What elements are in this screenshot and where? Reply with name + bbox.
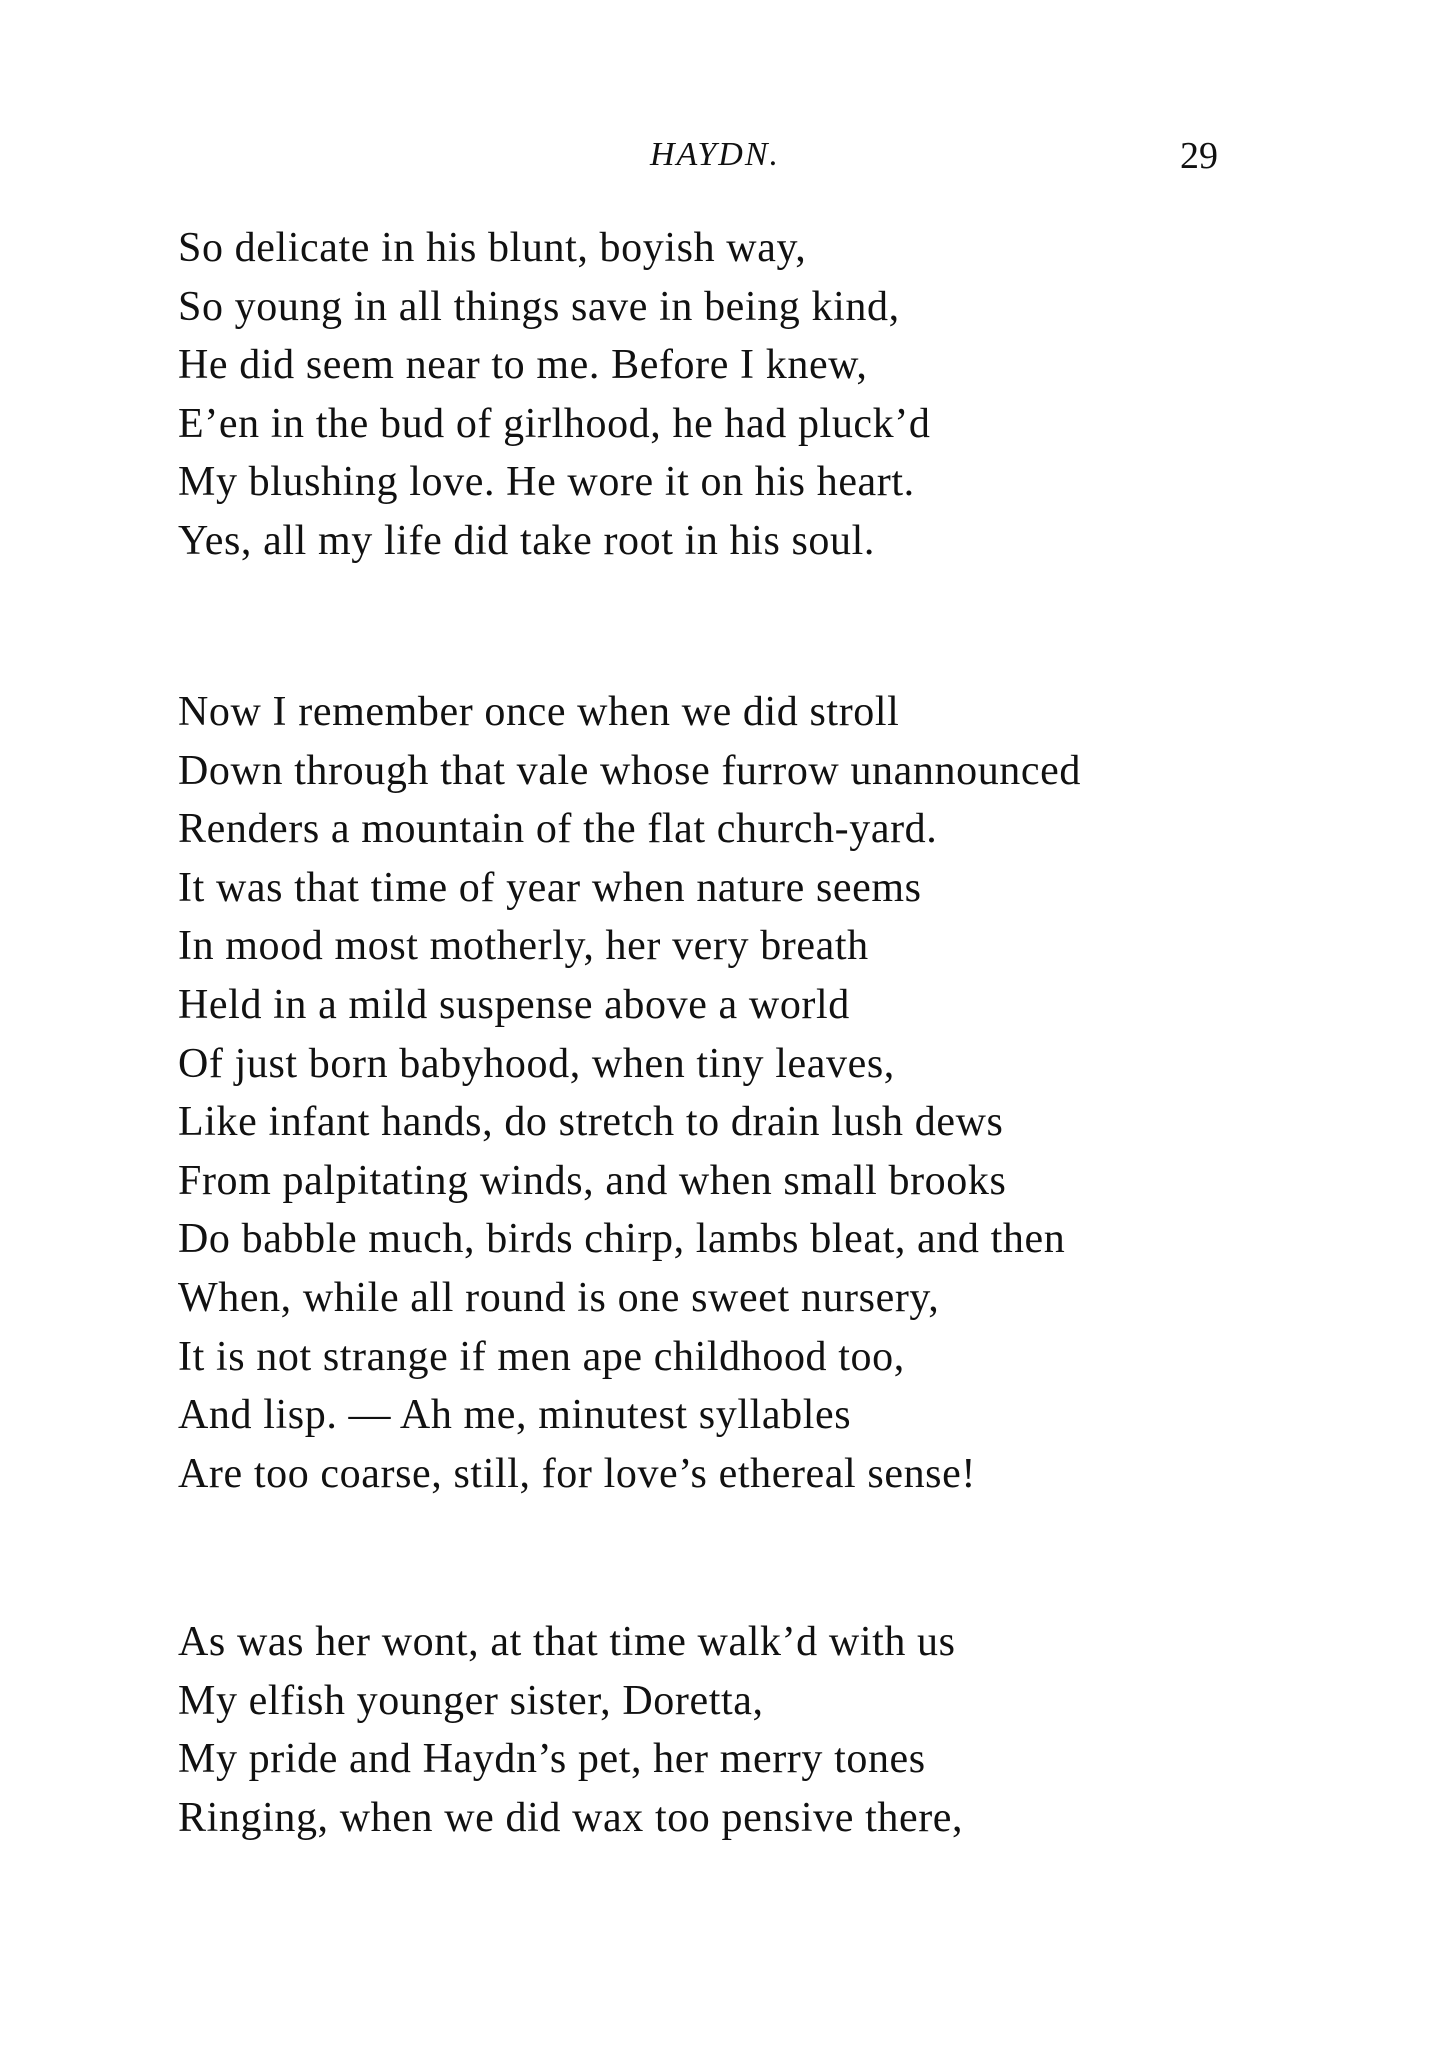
stanza-1 [178,219,1318,571]
page-number: 29 [1180,135,1218,177]
verse-line: So young in all things save in being kind, [178,283,900,330]
running-title: HAYDN. [649,136,781,173]
page-header [0,130,1445,180]
verse-line: My blushing love. He wore it on his heart. [178,459,915,506]
verse-line: From palpitating winds, and when small brooks [178,1157,1007,1204]
verse-line: When, while all round is one sweet nursery, [178,1274,940,1321]
verse-line: My elfish younger sister, Doretta, [178,1677,764,1724]
verse-line: In mood most motherly, her very breath [178,923,869,970]
verse-line: So delicate in his blunt, boyish way, [178,225,807,271]
verse-line: E’en in the bud of girlhood, he had pluck’d [178,400,931,447]
verse-line: Ringing, when we did wax too pensive there, [178,1794,964,1841]
verse-line: Now I remember once when we did stroll [178,689,900,735]
verse-line: Are too coarse, still, for love’s ethereal sense! [178,1450,976,1497]
stanza-3 [178,1613,1318,1847]
verse-line: Down through that vale whose furrow unannounced [178,747,1081,794]
verse-line: And lisp. — Ah me, minutest syllables [178,1392,852,1439]
verse-line: Of just born babyhood, when tiny leaves, [178,1040,895,1087]
verse-line: Renders a mountain of the flat church-yard. [178,806,938,853]
stanza-2 [178,683,1318,1503]
verse-line: Held in a mild suspense above a world [178,981,850,1028]
verse-line: Like infant hands, do stretch to drain lush dews [178,1099,1004,1146]
verse-line: It was that time of year when nature seems [178,864,922,911]
verse-line: My pride and Haydn’s pet, her merry tones [178,1736,926,1783]
verse-line: Yes, all my life did take root in his soul. [178,517,875,564]
verse-line: As was her wont, at that time walk’d with us [178,1619,956,1665]
verse-line: He did seem near to me. Before I knew, [178,342,868,389]
verse-line: Do babble much, birds chirp, lambs bleat, and then [178,1216,1066,1263]
verse-line: It is not strange if men ape childhood too, [178,1333,905,1380]
